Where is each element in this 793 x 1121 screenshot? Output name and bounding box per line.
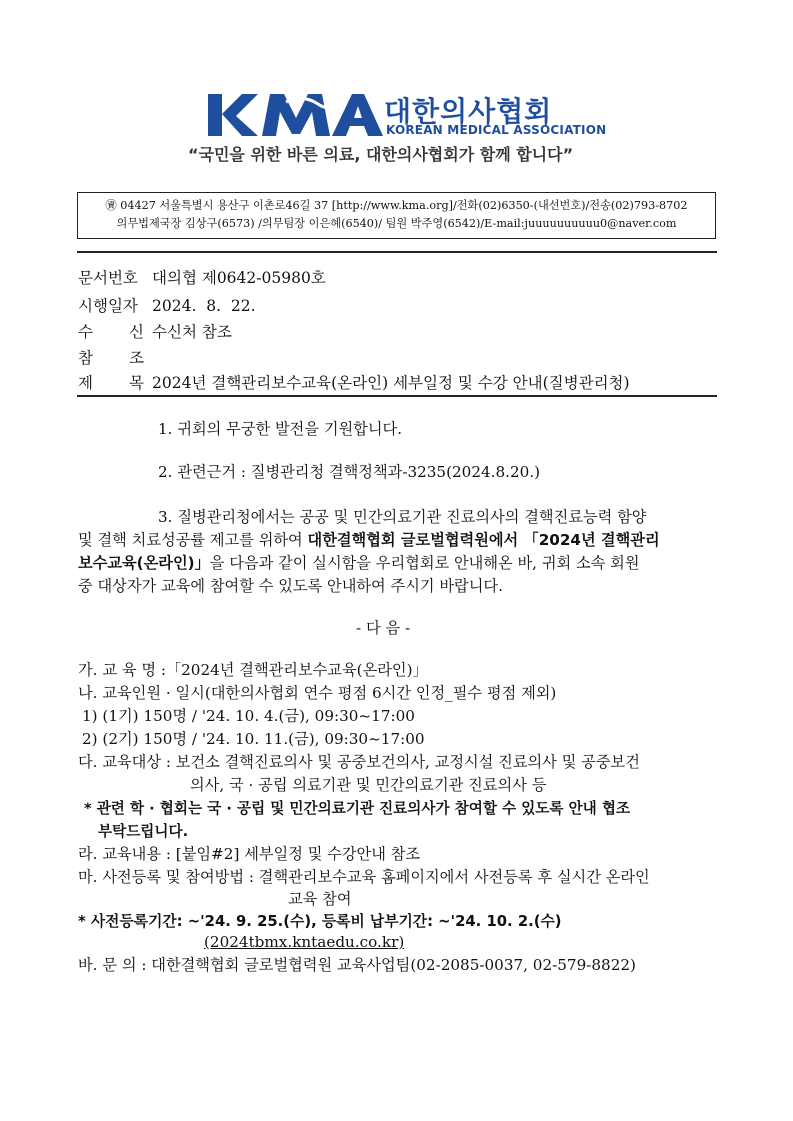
paragraph-3-line-4: 중 대상자가 교육에 참여할 수 있도록 안내하여 주시기 바랍니다.	[78, 577, 503, 595]
doc-number-label: 문서번호	[78, 269, 138, 287]
paragraph-3-line-1: 3. 질병관리청에서는 공공 및 민간의료기관 진료의사의 결핵진료능력 함양	[158, 508, 647, 526]
item-b1: 1) (1기) 150명 / '24. 10. 4.(금), 09:30~17:00	[82, 707, 415, 725]
doc-number: 대의협 제0642-05980호	[152, 269, 326, 287]
recipient: 수신처 참조	[152, 323, 232, 341]
reference-label: 참 조	[78, 349, 144, 367]
divider-top	[77, 251, 717, 253]
item-c-line-2: 의사, 국 · 공립 의료기관 및 민간의료기관 진료의사 등	[190, 776, 547, 794]
paragraph-1: 1. 귀회의 무궁한 발전을 기원합니다.	[158, 420, 403, 438]
registration-link[interactable]: (2024tbmx.kntaedu.co.kr)	[204, 933, 405, 951]
note-line-2: 부탁드립니다.	[98, 823, 189, 840]
date-label: 시행일자	[78, 297, 138, 315]
kma-logo-icon	[208, 92, 383, 138]
contact-box	[77, 192, 716, 239]
item-e-line-1: 마. 사전등록 및 참여방법 : 결핵관리보수교육 홈페이지에서 사전등록 후 실시간 온라인	[78, 868, 650, 886]
paragraph-3-line-2: 및 결핵 치료성공률 제고를 위하여 대한결핵협회 글로벌협력원에서 「2024년 결핵관리	[78, 531, 660, 549]
paragraph-3-line-3: 보수교육(온라인)」을 다음과 같이 실시함을 우리협회로 안내해온 바, 귀회 소속 회원	[78, 554, 640, 572]
org-name-eng: KOREAN MEDICAL ASSOCIATION	[386, 123, 607, 137]
reference-row	[78, 346, 152, 368]
doc-number-row	[78, 266, 326, 288]
item-b2: 2) (2기) 150명 / '24. 10. 11.(금), 09:30~17:00	[82, 730, 425, 748]
registration-note: * 사전등록기간: ~'24. 9. 25.(수), 등록비 납부기간: ~'24. 10. 2.(수)	[78, 913, 562, 930]
item-f: 바. 문 의 : 대한결핵협회 글로벌협력원 교육사업팀(02-2085-0037, 02-579-8822)	[78, 956, 636, 974]
item-a: 가. 교 육 명 :「2024년 결핵관리보수교육(온라인)」	[78, 661, 428, 679]
item-e-line-2: 교육 참여	[288, 890, 352, 908]
recipient-row	[78, 320, 232, 342]
item-c-line-1: 다. 교육대상 : 보건소 결핵진료의사 및 공중보건의사, 교정시설 진료의사 및 공중보건	[78, 753, 640, 771]
item-d: 라. 교육내용 : [붙임#2] 세부일정 및 수강안내 참조	[78, 845, 421, 863]
contact-line-2: 의무법제국장 김상구(6573) /의무팀장 이은혜(6540)/ 팀원 박주영(6542)/E-mail:juuuuuuuuuu0@naver.com	[116, 217, 677, 230]
note-line-1: * 관련 학 · 협회는 국 · 공립 및 민간의료기관 진료의사가 참여할 수 있도록 안내 협조	[84, 800, 631, 817]
date: 2024. 8. 22.	[152, 297, 256, 315]
subject-row	[78, 371, 630, 393]
subject-label: 제 목	[78, 374, 144, 392]
date-row	[78, 294, 256, 316]
paragraph-2: 2. 관련근거 : 질병관리청 결핵정책과-3235(2024.8.20.)	[158, 463, 541, 481]
divider-bottom	[77, 395, 717, 397]
contact-line-1: ㊮ 04427 서울특별시 용산구 이촌로46길 37 [http://www.kma.org]/전화(02)6350-(내선번호)/전송(02)793-8702	[105, 199, 688, 212]
item-b: 나. 교육인원 · 일시(대한의사협회 연수 평점 6시간 인정_필수 평점 제외)	[78, 684, 557, 702]
next-heading: - 다 음 -	[356, 619, 411, 637]
org-name-kor: 대한의사협회	[384, 95, 553, 128]
slogan: “국민을 위한 바른 의료, 대한의사협회가 함께 합니다”	[188, 145, 574, 164]
recipient-label: 수 신	[78, 323, 144, 341]
subject: 2024년 결핵관리보수교육(온라인) 세부일정 및 수강 안내(질병관리청)	[152, 374, 630, 392]
